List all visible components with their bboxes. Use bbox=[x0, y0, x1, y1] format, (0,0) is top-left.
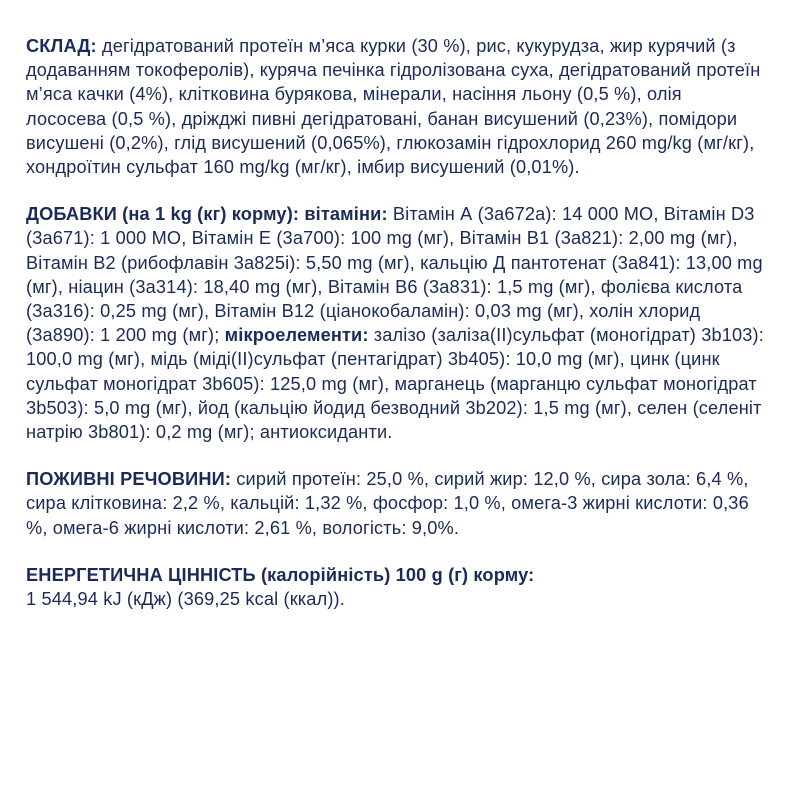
nutrients-text: сирий протеїн: 25,0 %, сирий жир: 12,0 %, сира зола: 6,4 %, сира клітковина: 2,2 %, кальцій: 1,32 %, фосфор: 1,0 %, омега-3 жирні кислоти: 0,36 %, омега-6 жирні кислоти: 2,61 %, вологість: 9,0%. bbox=[26, 469, 749, 538]
nutrients-heading: ПОЖИВНІ РЕЧОВИНИ: bbox=[26, 469, 232, 490]
composition-heading: СКЛАД: bbox=[26, 36, 97, 56]
product-label-text bbox=[26, 34, 766, 611]
additives-heading: ДОБАВКИ (на 1 kg (кг) корму): bbox=[26, 204, 300, 225]
vitamins-label: вітаміни: bbox=[299, 204, 388, 225]
vitamins-text: Вітамін А (3а672а): 14 000 МО, Вітамін D3 (3а671): 1 000 МО, Вітамін Е (3а700): 100 mg (мг), Вітамін В1 (3а821): 2,00 mg (мг), Вітамін В2 (рибофлавін 3а825і): 5,50 mg (мг), кальцію Д пантотенат (3а841): 13,00 mg (мг), ніацин (3а314): 18,40 mg (мг), Вітамін В6 (3а831): 1,5 mg (мг), фолієва кислота (3а316): 0,25 mg (мг), Вітамін В12 (ціанокобаламін): 0,03 mg (мг), холін хлорид (3а890): 1 200 mg (мг); bbox=[26, 204, 763, 346]
energy-section bbox=[26, 563, 766, 611]
microelements-text: залізо (заліза(ІІ)сульфат (моногідрат) 3b103): 100,0 mg (мг), мідь (міді(ІІ)сульфат (пентагідрат) 3b405): 10,0 mg (мг), цинк (цинк сульфат моногідрат 3b605): 125,0 mg (мг), марганець (марганцю сульфат моногідрат 3b503): 5,0 mg (мг), йод (кальцію йодид безводний 3b202): 1,5 mg (мг), селен (селеніт натрію 3b801): 0,2 mg (мг); антиоксиданти. bbox=[26, 325, 764, 443]
composition-section bbox=[26, 34, 766, 179]
energy-text: 1 544,94 kJ (кДж) (369,25 kcal (ккал)). bbox=[26, 589, 345, 610]
energy-heading: ЕНЕРГЕТИЧНА ЦІННІСТЬ (калорійність) 100 g (г) корму: bbox=[26, 564, 535, 585]
microelements-label: мікроелементи: bbox=[219, 325, 369, 346]
nutrients-section bbox=[26, 467, 766, 540]
composition-text: дегідратований протеїн м’яса курки (30 %), рис, кукурудза, жир курячий (з додаванням токоферолів), куряча печінка гідролізована суха, дегідратований протеїн м’яса качки (4%), клітковина бурякова, мінерали, насіння льону (0,5 %), олія лососева (0,5 %), дріжджі пивні дегідратовані, банан висушений (0,23%), помідори висушені (0,2%), глід висушений (0,065%), глюкозамін гідрохлорид 260 mg/kg (мг/кг), хондроїтин сульфат 160 mg/kg (мг/кг), імбир висушений (0,01%). bbox=[26, 36, 761, 178]
additives-section bbox=[26, 202, 766, 444]
